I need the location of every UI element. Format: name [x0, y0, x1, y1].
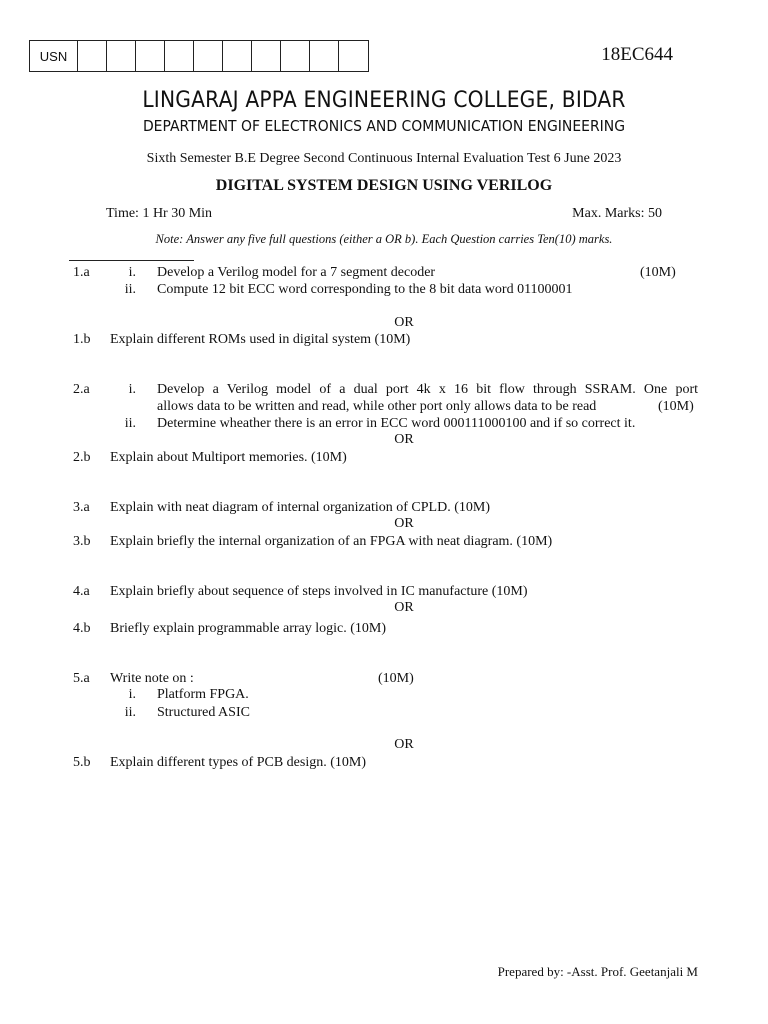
question-text: Explain with neat diagram of internal organization of CPLD. (10M): [110, 500, 490, 515]
usn-cell: [339, 41, 368, 71]
usn-cell: [107, 41, 136, 71]
item-text: Structured ASIC: [157, 705, 250, 720]
question-text: Explain different types of PCB design. (10M): [110, 755, 366, 770]
or-divider: OR: [394, 737, 414, 752]
item-label: i.: [128, 687, 136, 702]
question-number: 1.b: [73, 332, 91, 347]
marks-label: (10M): [378, 671, 414, 686]
question-number: 3.a: [73, 500, 90, 515]
item-label: ii.: [124, 416, 136, 431]
item-text: Compute 12 bit ECC word corresponding to the 8 bit data word 01100001: [157, 282, 573, 297]
divider: [69, 260, 194, 261]
or-divider: OR: [394, 432, 414, 447]
course-code: 18EC644: [601, 44, 673, 65]
or-divider: OR: [394, 600, 414, 615]
item-label: ii.: [124, 705, 136, 720]
item-label: ii.: [124, 282, 136, 297]
marks-label: (10M): [640, 265, 676, 280]
item-label: i.: [128, 265, 136, 280]
subject-title: DIGITAL SYSTEM DESIGN USING VERILOG: [215, 177, 553, 194]
usn-cell: [165, 41, 194, 71]
usn-cell: [310, 41, 339, 71]
question-text: Briefly explain programmable array logic. (10M): [110, 621, 387, 636]
exam-title: Sixth Semester B.E Degree Second Continuous Internal Evaluation Test 6 June 2023: [146, 151, 622, 166]
question-number: 5.a: [73, 671, 90, 686]
instructions-note: Note: Answer any five full questions (either a OR b). Each Question carries Ten(10) marks.: [155, 232, 613, 246]
question-number: 4.a: [73, 584, 90, 599]
question-text: Explain briefly the internal organization of an FPGA with neat diagram. (10M): [110, 534, 553, 549]
question-text: Explain about Multiport memories. (10M): [110, 450, 347, 465]
question-number: 1.a: [73, 265, 90, 280]
usn-cell: [194, 41, 223, 71]
question-text: Explain different ROMs used in digital system (10M): [110, 332, 411, 347]
item-text: allows data to be written and read, while other port only allows data to be read: [157, 399, 597, 414]
max-marks: Max. Marks: 50: [572, 206, 662, 221]
usn-box: [29, 40, 369, 72]
question-text: Explain briefly about sequence of steps involved in IC manufacture (10M): [110, 584, 528, 599]
item-text: Develop a Verilog model of a dual port 4k x 16 bit flow through SSRAM. One port: [157, 382, 698, 397]
item-label: i.: [128, 382, 136, 397]
or-divider: OR: [394, 315, 414, 330]
question-number: 5.b: [73, 755, 91, 770]
marks-label: (10M): [658, 399, 694, 414]
exam-time: Time: 1 Hr 30 Min: [106, 206, 213, 221]
item-text: Platform FPGA.: [157, 687, 249, 702]
question-number: 2.a: [73, 382, 90, 397]
question-number: 4.b: [73, 621, 91, 636]
usn-cell: [281, 41, 310, 71]
question-number: 2.b: [73, 450, 91, 465]
item-text: Develop a Verilog model for a 7 segment decoder: [157, 265, 436, 280]
usn-label: USN: [30, 41, 78, 71]
or-divider: OR: [394, 516, 414, 531]
usn-cell: [136, 41, 165, 71]
item-text: Determine wheather there is an error in ECC word 000111000100 and if so correct it.: [157, 416, 636, 431]
department-name: DEPARTMENT OF ELECTRONICS AND COMMUNICATION ENGINEERING: [142, 117, 626, 135]
college-name: LINGARAJ APPA ENGINEERING COLLEGE, BIDAR: [142, 88, 626, 113]
question-text: Write note on :: [110, 671, 194, 686]
usn-cell: [223, 41, 252, 71]
prepared-by: Prepared by: -Asst. Prof. Geetanjali M: [497, 964, 698, 979]
usn-cell: [252, 41, 281, 71]
question-number: 3.b: [73, 534, 91, 549]
usn-cell: [78, 41, 107, 71]
